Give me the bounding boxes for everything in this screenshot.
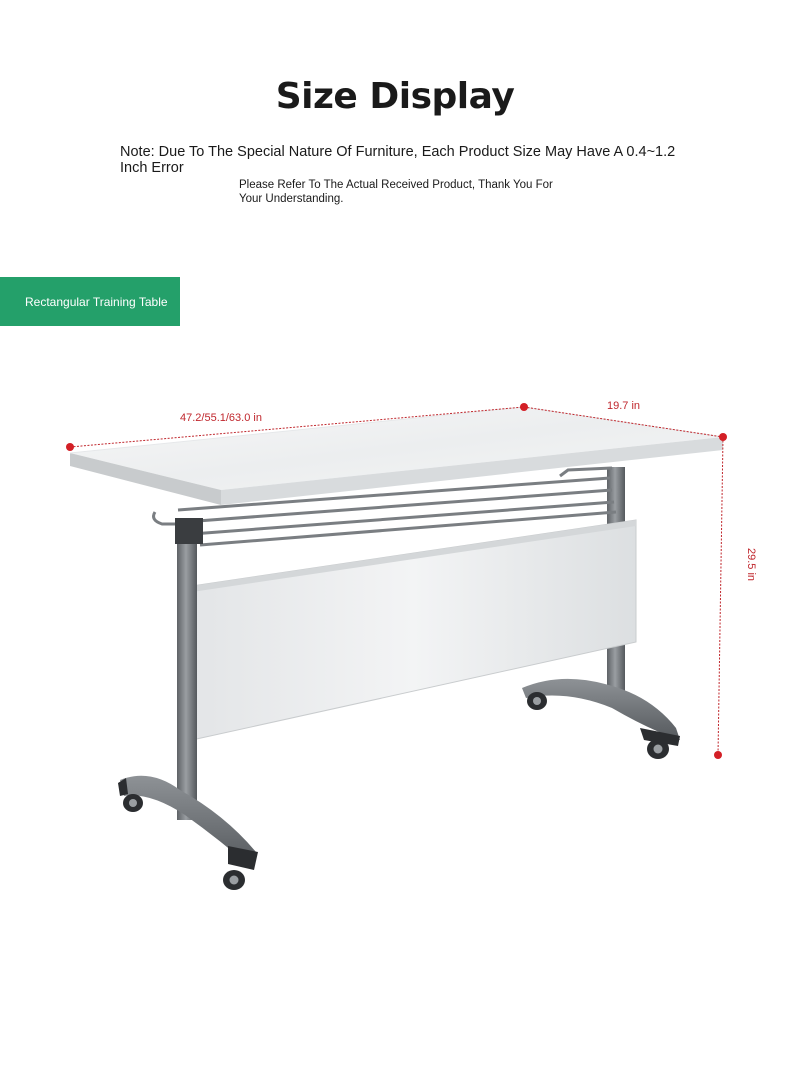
- length-start-marker: [66, 443, 74, 451]
- modesty-panel: [192, 520, 636, 740]
- size-error-note: Note: Due To The Special Nature Of Furniture, Each Product Size May Have A 0.4~1.2 Inch Error: [120, 144, 676, 176]
- thank-you-note: Please Refer To The Actual Received Product, Thank You For Your Understanding.: [239, 179, 553, 205]
- corner-marker: [520, 403, 528, 411]
- product-type-label: Rectangular Training Table: [25, 294, 168, 309]
- table-top: [70, 407, 723, 505]
- length-dimension-label: 47.2/55.1/63.0 in: [180, 412, 262, 424]
- depth-dimension-label: 19.7 in: [607, 400, 641, 412]
- page-title: Size Display: [275, 76, 515, 117]
- height-end-marker: [714, 751, 722, 759]
- depth-end-marker: [719, 433, 727, 441]
- height-dimension-label: 29.5 in: [745, 548, 757, 582]
